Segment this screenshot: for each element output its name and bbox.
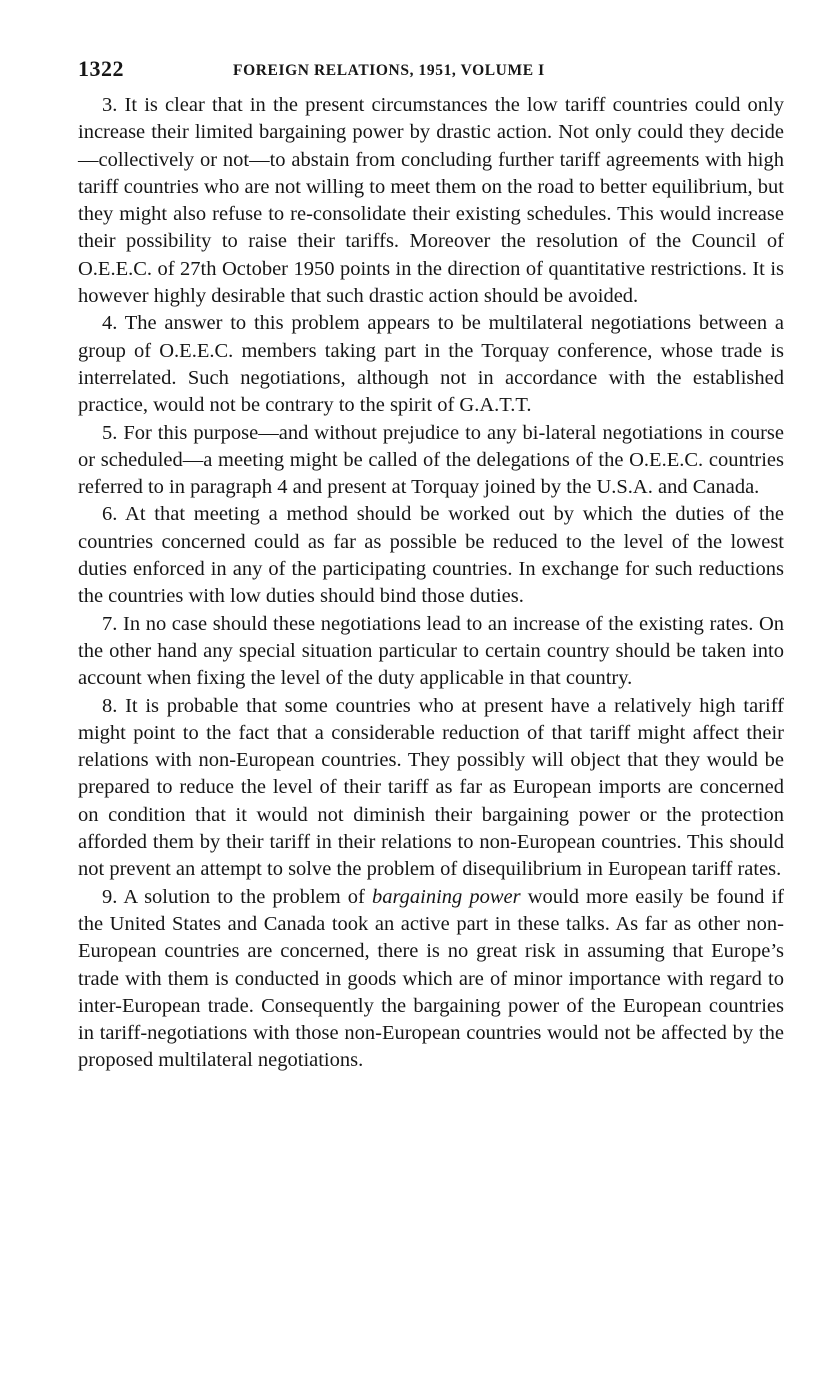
paragraph-text: It is probable that some countries who at present have a relatively high tariff might point to the fact that a considerable reduction of that tariff might affect their relations with non-European countries. They possibly will object that they would be prepared to reduce the level of their tariff as far as European imports are concerned on condition that it would not diminish their bargaining power or the protection afforded them by their tariff in their relations to non-European countries. This should not prevent an attempt to solve the problem of disequilibrium in European tariff rates.: [78, 694, 784, 881]
running-title: FOREIGN RELATIONS, 1951, VOLUME I: [233, 62, 545, 79]
paragraph-3: [78, 92, 784, 310]
paragraph-number: 5.: [102, 421, 118, 444]
paragraph-text: At that meeting a method should be worked out by which the duties of the countries concerned could as far as possible be reduced to the level of the lowest duties enforced in any of the participating countries. In exchange for such reductions the countries with low duties should bind those duties.: [78, 503, 784, 608]
paragraph-number: 4.: [102, 312, 118, 335]
paragraph-text-before: A solution to the problem of: [123, 885, 372, 908]
paragraph-text: For this purpose—and without prejudice to any bi-lateral negotiations in course or scheduled—a meeting might be called of the delegations of the O.E.E.C. countries referred to in paragraph 4 and present at Torquay joined by the U.S.A. and Canada.: [78, 421, 785, 499]
paragraph-number: 8.: [102, 694, 118, 717]
paragraph-5: [78, 420, 784, 502]
paragraph-number: 7.: [102, 612, 118, 635]
paragraph-number: 3.: [102, 94, 118, 116]
paragraph-text-after: would more easily be found if the United States and Canada took an active part in these talks. As far as other non-European countries are concerned, there is no great risk in assuming that Europe’s trade with them is conducted in goods which are of minor importance with regard to inter-European trade. Consequently the bargaining power of the European countries in tariff-negotiations with those non-European countries would not be affected by the proposed multilateral negotiations.: [78, 885, 785, 1072]
paragraph-text: It is clear that in the present circumstances the low tariff countries could only increase their limited bargaining power by drastic action. Not only could they decide—collectively or not—to abstain from concluding further tariff agreements with high tariff countries who are not willing to meet them on the road to better equilibrium, but they might also refuse to re-consolidate their existing schedules. This would increase their possibility to raise their tariffs. Moreover the resolution of the Council of O.E.E.C. of 27th October 1950 points in the direction of quantitative restrictions. It is however highly desirable that such drastic action should be avoided.: [78, 94, 785, 308]
paragraph-number: 9.: [102, 885, 118, 908]
italic-phrase: bargaining power: [371, 885, 521, 908]
paragraph-7: [78, 611, 784, 693]
document-body: [78, 92, 784, 1075]
paragraph-6: [78, 501, 784, 610]
paragraph-8: [78, 693, 784, 884]
paragraph-4: [78, 310, 784, 419]
running-header: [78, 56, 784, 86]
paragraph-9: [78, 884, 784, 1075]
paragraph-text: The answer to this problem appears to be multilateral negotiations between a group of O.E.E.C. members taking part in the Torquay conference, whose trade is interrelated. Such negotiations, although not in accordance with the established practice, would not be contrary to the spirit of G.A.T.T.: [78, 312, 784, 417]
paragraph-number: 6.: [102, 503, 118, 526]
page-number: 1322: [78, 56, 124, 81]
paragraph-text: In no case should these negotiations lead to an increase of the existing rates. On the other hand any special situation particular to certain country should be taken into account when fixing the level of the duty applicable in that country.: [78, 612, 784, 690]
document-page: [78, 56, 784, 1075]
